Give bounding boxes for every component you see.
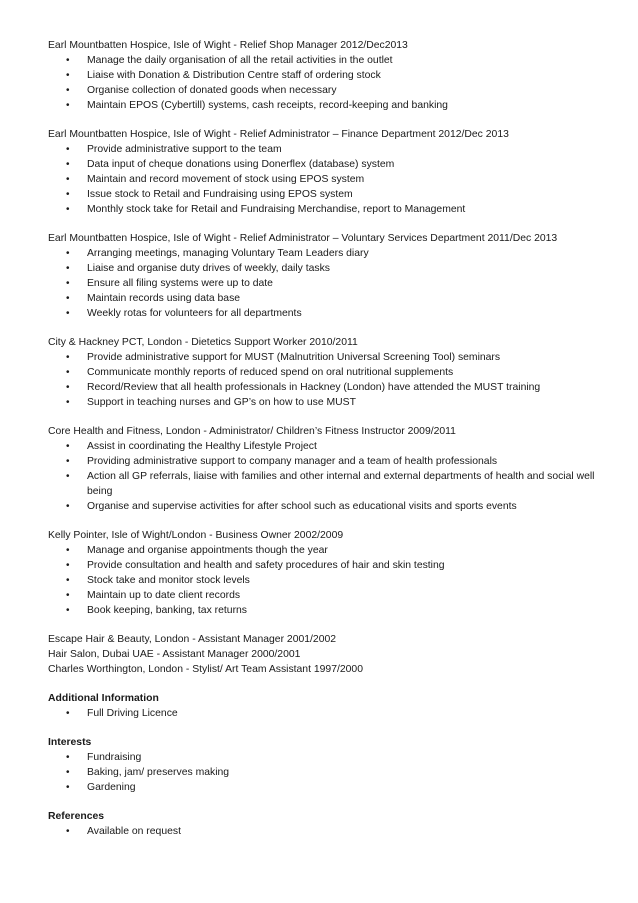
bullet-icon: •: [66, 471, 70, 482]
additional-list: [48, 706, 608, 721]
list-item-text: Stock take and monitor stock levels: [87, 575, 250, 586]
role-heading: Earl Mountbatten Hospice, Isle of Wight - Relief Administrator – Finance Department 2012/Dec 2013: [48, 129, 509, 140]
section-title: Additional Information: [48, 693, 159, 704]
bullet-icon: •: [66, 278, 70, 289]
list-item: [48, 750, 608, 765]
list-item-text: Manage the daily organisation of all the retail activities in the outlet: [87, 55, 393, 66]
list-item-text: Provide administrative support to the team: [87, 144, 282, 155]
role-bullet-list: [48, 439, 608, 514]
role-heading: Earl Mountbatten Hospice, Isle of Wight - Relief Shop Manager 2012/Dec2013: [48, 40, 408, 51]
interests-section: [48, 735, 608, 795]
list-item: [48, 454, 608, 469]
list-item: [48, 469, 608, 499]
list-item: [48, 142, 608, 157]
role-heading: City & Hackney PCT, London - Dietetics Support Worker 2010/2011: [48, 337, 358, 348]
list-item-text: Providing administrative support to company manager and a team of health professionals: [87, 456, 498, 467]
role-heading: Charles Worthington, London - Stylist/ Art Team Assistant 1997/2000: [48, 664, 363, 675]
list-item: [48, 291, 608, 306]
list-item: [48, 765, 608, 780]
bullet-icon: •: [66, 456, 70, 467]
list-item-text: Weekly rotas for volunteers for all departments: [87, 308, 302, 319]
bullet-icon: •: [66, 144, 70, 155]
list-item: [48, 824, 608, 839]
list-item: [48, 306, 608, 321]
list-item-text: Maintain and record movement of stock using EPOS system: [87, 174, 365, 185]
cv-document: [48, 38, 608, 853]
list-item: [48, 202, 608, 217]
bullet-icon: •: [66, 605, 70, 616]
role-section: [48, 335, 608, 410]
role-bullet-list: [48, 53, 608, 113]
list-item-text: Book keeping, banking, tax returns: [87, 605, 247, 616]
bullet-icon: •: [66, 826, 70, 837]
references-list: [48, 824, 608, 839]
list-item-text: Manage and organise appointments though the year: [87, 545, 328, 556]
list-item: [48, 187, 608, 202]
additional-information-section: [48, 691, 608, 721]
bullet-icon: •: [66, 293, 70, 304]
list-item: [48, 380, 608, 395]
list-item-text: Liaise with Donation & Distribution Centre staff of ordering stock: [87, 70, 381, 81]
list-item: [48, 53, 608, 68]
list-item: [48, 350, 608, 365]
bullet-icon: •: [66, 308, 70, 319]
bullet-icon: •: [66, 55, 70, 66]
list-item: [48, 365, 608, 380]
list-item-text: Maintain records using data base: [87, 293, 241, 304]
list-item-text: Assist in coordinating the Healthy Lifestyle Project: [87, 441, 317, 452]
list-item-text: Record/Review that all health professionals in Hackney (London) have attended the MUST training: [87, 382, 541, 393]
bullet-icon: •: [66, 204, 70, 215]
list-item: [48, 68, 608, 83]
list-item: [48, 780, 608, 795]
section-title: References: [48, 811, 105, 822]
bullet-icon: •: [66, 501, 70, 512]
bullet-icon: •: [66, 441, 70, 452]
list-item: [48, 83, 608, 98]
list-item: [48, 558, 608, 573]
bullet-icon: •: [66, 70, 70, 81]
list-item: [48, 543, 608, 558]
list-item-text: Support in teaching nurses and GP’s on how to use MUST: [87, 397, 356, 408]
list-item: [48, 157, 608, 172]
list-item: [48, 588, 608, 603]
list-item: [48, 98, 608, 113]
list-item-text: Arranging meetings, managing Voluntary Team Leaders diary: [87, 248, 369, 259]
list-item-text: Ensure all filing systems were up to date: [87, 278, 273, 289]
role-heading: Earl Mountbatten Hospice, Isle of Wight - Relief Administrator – Voluntary Services Department 2011/Dec 2013: [48, 233, 558, 244]
list-item-text: Organise and supervise activities for after school such as educational visits and sports events: [87, 501, 517, 512]
bullet-icon: •: [66, 545, 70, 556]
role-bullet-list: [48, 142, 608, 217]
bullet-icon: •: [66, 382, 70, 393]
list-item-text: Baking, jam/ preserves making: [87, 767, 230, 778]
role-section: [48, 38, 608, 113]
references-section: [48, 809, 608, 839]
bullet-icon: •: [66, 708, 70, 719]
role-bullet-list: [48, 246, 608, 321]
bullet-icon: •: [66, 590, 70, 601]
role-section: [48, 231, 608, 321]
bullet-icon: •: [66, 767, 70, 778]
list-item: [48, 706, 608, 721]
list-item-text: Monthly stock take for Retail and Fundraising Merchandise, report to Management: [87, 204, 466, 215]
list-item: [48, 499, 608, 514]
role-section: [48, 127, 608, 217]
bullet-icon: •: [66, 367, 70, 378]
list-item: [48, 573, 608, 588]
list-item-text: Provide consultation and health and safety procedures of hair and skin testing: [87, 560, 445, 571]
role-heading: Core Health and Fitness, London - Administrator/ Children’s Fitness Instructor 2009/2011: [48, 426, 456, 437]
list-item-text: Provide administrative support for MUST (Malnutrition Universal Screening Tool) seminars: [87, 352, 501, 363]
list-item: [48, 172, 608, 187]
section-title: Interests: [48, 737, 92, 748]
list-item-text: Gardening: [87, 782, 136, 793]
list-item-text: Organise collection of donated goods when necessary: [87, 85, 337, 96]
bullet-icon: •: [66, 263, 70, 274]
list-item-text: Maintain EPOS (Cybertill) systems, cash receipts, record-keeping and banking: [87, 100, 448, 111]
list-item: [48, 261, 608, 276]
list-item-text: Liaise and organise duty drives of weekly, daily tasks: [87, 263, 330, 274]
list-item: [48, 603, 608, 618]
list-item-text: Communicate monthly reports of reduced spend on oral nutritional supplements: [87, 367, 454, 378]
list-item-text: Action all GP referrals, liaise with families and other internal and external departments of health and social well being: [87, 471, 595, 497]
role-heading: Hair Salon, Dubai UAE - Assistant Manager 2000/2001: [48, 649, 301, 660]
other-roles: [48, 632, 608, 677]
bullet-icon: •: [66, 397, 70, 408]
list-item-text: Data input of cheque donations using Donerflex (database) system: [87, 159, 395, 170]
bullet-icon: •: [66, 174, 70, 185]
bullet-icon: •: [66, 575, 70, 586]
bullet-icon: •: [66, 159, 70, 170]
list-item-text: Available on request: [87, 826, 181, 837]
bullet-icon: •: [66, 189, 70, 200]
role-heading: Escape Hair & Beauty, London - Assistant Manager 2001/2002: [48, 634, 337, 645]
role-section: [48, 528, 608, 618]
bullet-icon: •: [66, 560, 70, 571]
list-item: [48, 276, 608, 291]
bullet-icon: •: [66, 85, 70, 96]
list-item: [48, 246, 608, 261]
list-item: [48, 395, 608, 410]
role-bullet-list: [48, 543, 608, 618]
list-item-text: Maintain up to date client records: [87, 590, 241, 601]
list-item-text: Full Driving Licence: [87, 708, 178, 719]
role-bullet-list: [48, 350, 608, 410]
list-item-text: Fundraising: [87, 752, 142, 763]
interests-list: [48, 750, 608, 795]
bullet-icon: •: [66, 248, 70, 259]
list-item: [48, 439, 608, 454]
bullet-icon: •: [66, 100, 70, 111]
role-heading: Kelly Pointer, Isle of Wight/London - Business Owner 2002/2009: [48, 530, 344, 541]
list-item-text: Issue stock to Retail and Fundraising using EPOS system: [87, 189, 353, 200]
bullet-icon: •: [66, 782, 70, 793]
bullet-icon: •: [66, 752, 70, 763]
role-section: [48, 424, 608, 514]
bullet-icon: •: [66, 352, 70, 363]
